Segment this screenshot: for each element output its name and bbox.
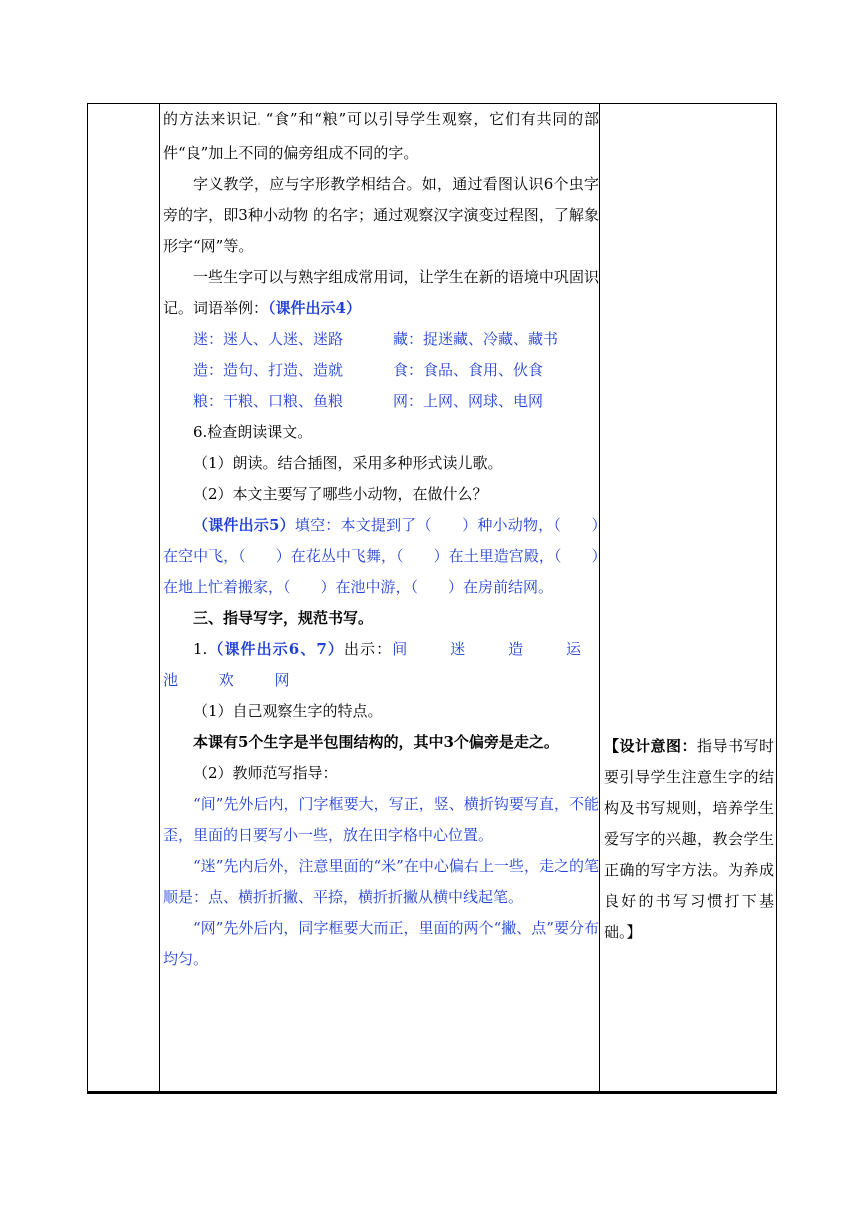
guide-jian: “间”先外后内，门字框要大，写正，竖、横折钩要写直，不能歪，里面的日要写小一些，放在田字格中心位置。 [163, 795, 599, 844]
word-row [163, 324, 599, 355]
design-intent-text: 指导书写时要引导学生注意生字的结构及书写规则，培养学生爱写字的兴趣，教会学生正确的写字方法。为养成良好的书写习惯打下基础。】 [604, 737, 774, 941]
teaching-content [160, 104, 599, 975]
text-fragment: 一些生字可以与熟字组成常用词，让学生在新的语境中巩固识记。词语举例： [163, 268, 599, 317]
word-group: 迷：迷人、人迷、迷路 [193, 330, 344, 348]
word-row [163, 355, 599, 386]
courseware-tag: （课件出示6、7） [207, 640, 344, 658]
word-group: 网：上网、网球、电网 [393, 392, 544, 410]
courseware-tag: （课件出示5） [193, 516, 295, 534]
new-characters: 间 迷 造 运 池 欢 网 [163, 640, 599, 689]
lesson-plan-table [87, 103, 777, 1094]
guide-mi: “迷”先内后外，注意里面的“米”在中心偏右上一些，走之的笔顺是：点、横折折撇、平捺，横折折撇从横中线起笔。 [163, 857, 599, 906]
word-group: 食：食品、食用、伙食 [393, 361, 544, 379]
section-three-heading: 三、指导写字，规范书写。 [193, 609, 374, 627]
step-six-title: 6.检查朗读课文。 [193, 423, 313, 441]
word-row [163, 386, 599, 417]
step-six-item-2: （2）本文主要写了哪些小动物，在做什么？ [193, 485, 488, 503]
teaching-content-cell [160, 104, 600, 1094]
courseware-tag: （课件出示4） [268, 299, 361, 317]
empty-column [88, 104, 160, 1094]
text-fragment: 。 [257, 118, 266, 126]
structure-note: 本课有5个生字是半包围结构的，其中3个偏旁是走之。 [193, 733, 559, 751]
word-group: 藏：捉迷藏、冷藏、藏书 [393, 330, 559, 348]
text-fragment: 出示： [343, 640, 393, 658]
table-bottom-border [87, 1091, 776, 1093]
design-intent-label: 【设计意图： [604, 737, 697, 755]
design-intent-cell [600, 104, 777, 1094]
paragraph-method [163, 104, 599, 169]
text-fragment: “食”和“粮”可以引导学生观察，它们有共同的部件“良”加上不同的偏旁组成不同的字。 [163, 110, 599, 162]
step-one-item-1: （1）自己观察生字的特点。 [193, 702, 383, 720]
step-one-line [163, 634, 599, 696]
text-fragment: 1. [193, 640, 208, 658]
design-intent-note [600, 104, 776, 948]
word-group: 粮：干粮、口粮、鱼粮 [193, 392, 344, 410]
text-fragment: 填空：本文提到了（ ）种小动物，（ ）在空中飞，（ ）在花丛中飞舞，（ ）在土里造宫殿，（ ）在地上忙着搬家，（ ）在池中游，（ ）在房前结网。 [163, 516, 599, 596]
fill-in-exercise [163, 510, 599, 603]
paragraph-words [163, 262, 599, 324]
step-one-item-2: （2）教师范写指导： [193, 764, 338, 782]
paragraph-meaning: 字义教学，应与字形教学相结合。如，通过看图认识6个虫字旁的字，即3种小动物 的名字；通过观察汉字演变过程图，了解象形字“网”等。 [163, 175, 599, 255]
word-group: 造：造句、打造、造就 [193, 361, 344, 379]
guide-wang: “网”先外后内，同字框要大而正，里面的两个“撇、点”要分布均匀。 [163, 919, 599, 968]
text-fragment: 的方法来识记 [163, 110, 258, 128]
step-six-item-1: （1）朗读。结合插图，采用多种形式读儿歌。 [193, 454, 503, 472]
